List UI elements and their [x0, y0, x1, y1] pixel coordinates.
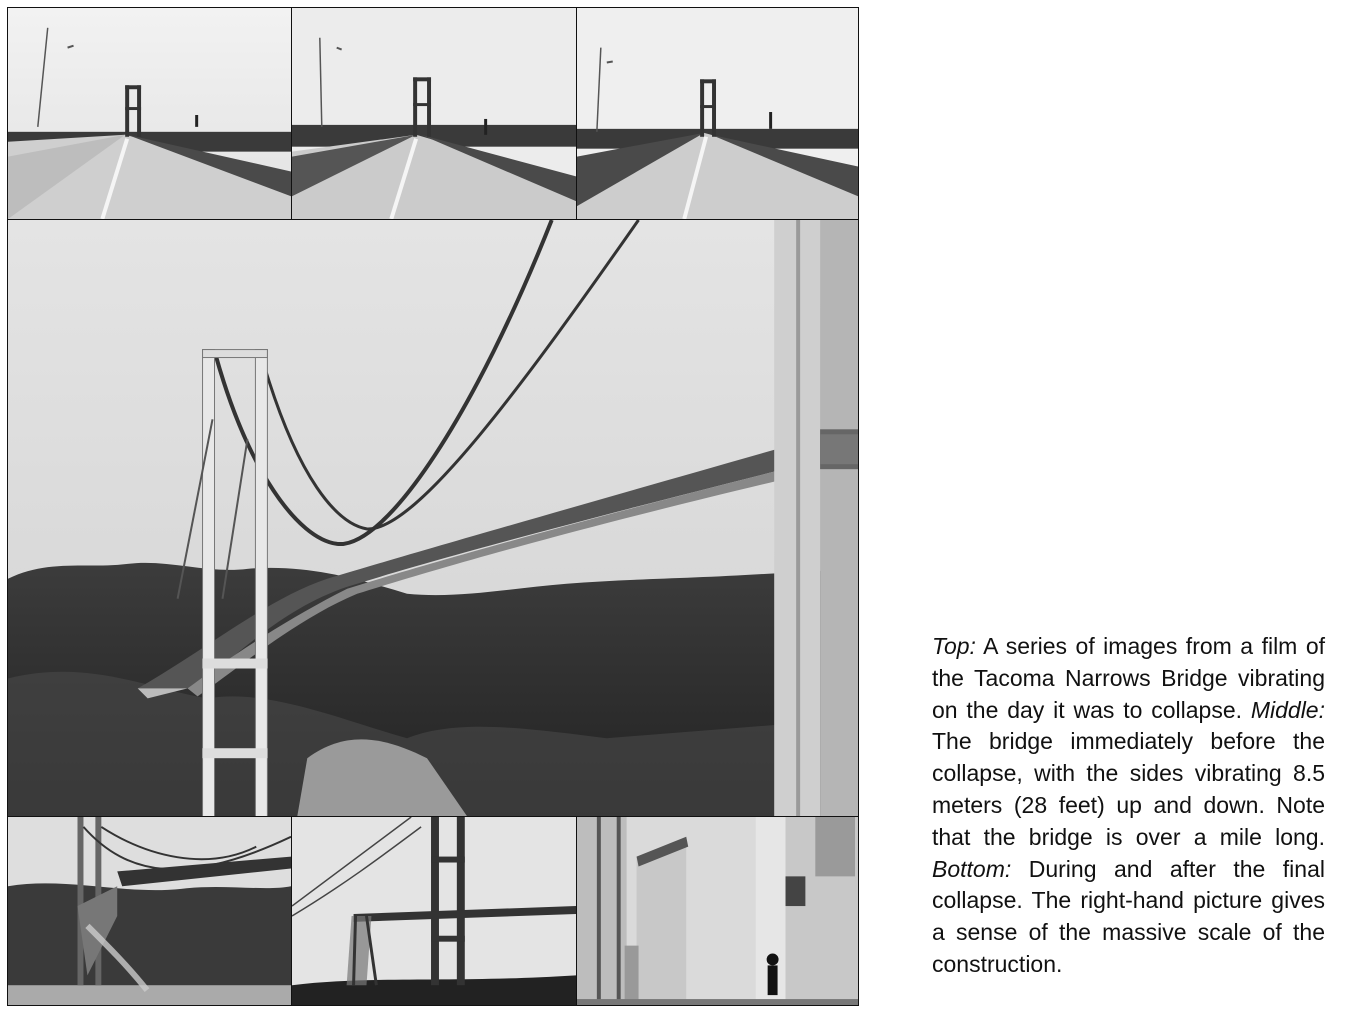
caption-middle-text: The bridge immediately before the collapse, with the sides vibrating 8.5 meters (28 feet) up and down. Note that the bridge is over a mile long. — [932, 728, 1325, 850]
film-frame-1 — [7, 7, 292, 220]
broken-deck-photo — [291, 816, 577, 1006]
figure-caption — [932, 631, 1325, 981]
tower-base-photo — [576, 816, 859, 1006]
caption-middle-label: Middle: — [1250, 696, 1325, 723]
figure — [7, 7, 859, 1006]
caption-bottom-label: Bottom: — [932, 855, 1012, 882]
collapse-photo — [7, 816, 292, 1006]
caption-top-label: Top: — [932, 633, 976, 659]
caption-bottom-text: During and after the final collapse. The right-hand picture gives a sense of the massive scale of the construction. — [932, 855, 1325, 977]
caption-top-text: A series of images from a film of the Tacoma Narrows Bridge vibrating on the day it was to collapse. — [932, 633, 1325, 723]
film-frame-3 — [576, 7, 859, 220]
bridge-twisting-photo — [7, 219, 859, 817]
film-frame-2 — [291, 7, 577, 220]
